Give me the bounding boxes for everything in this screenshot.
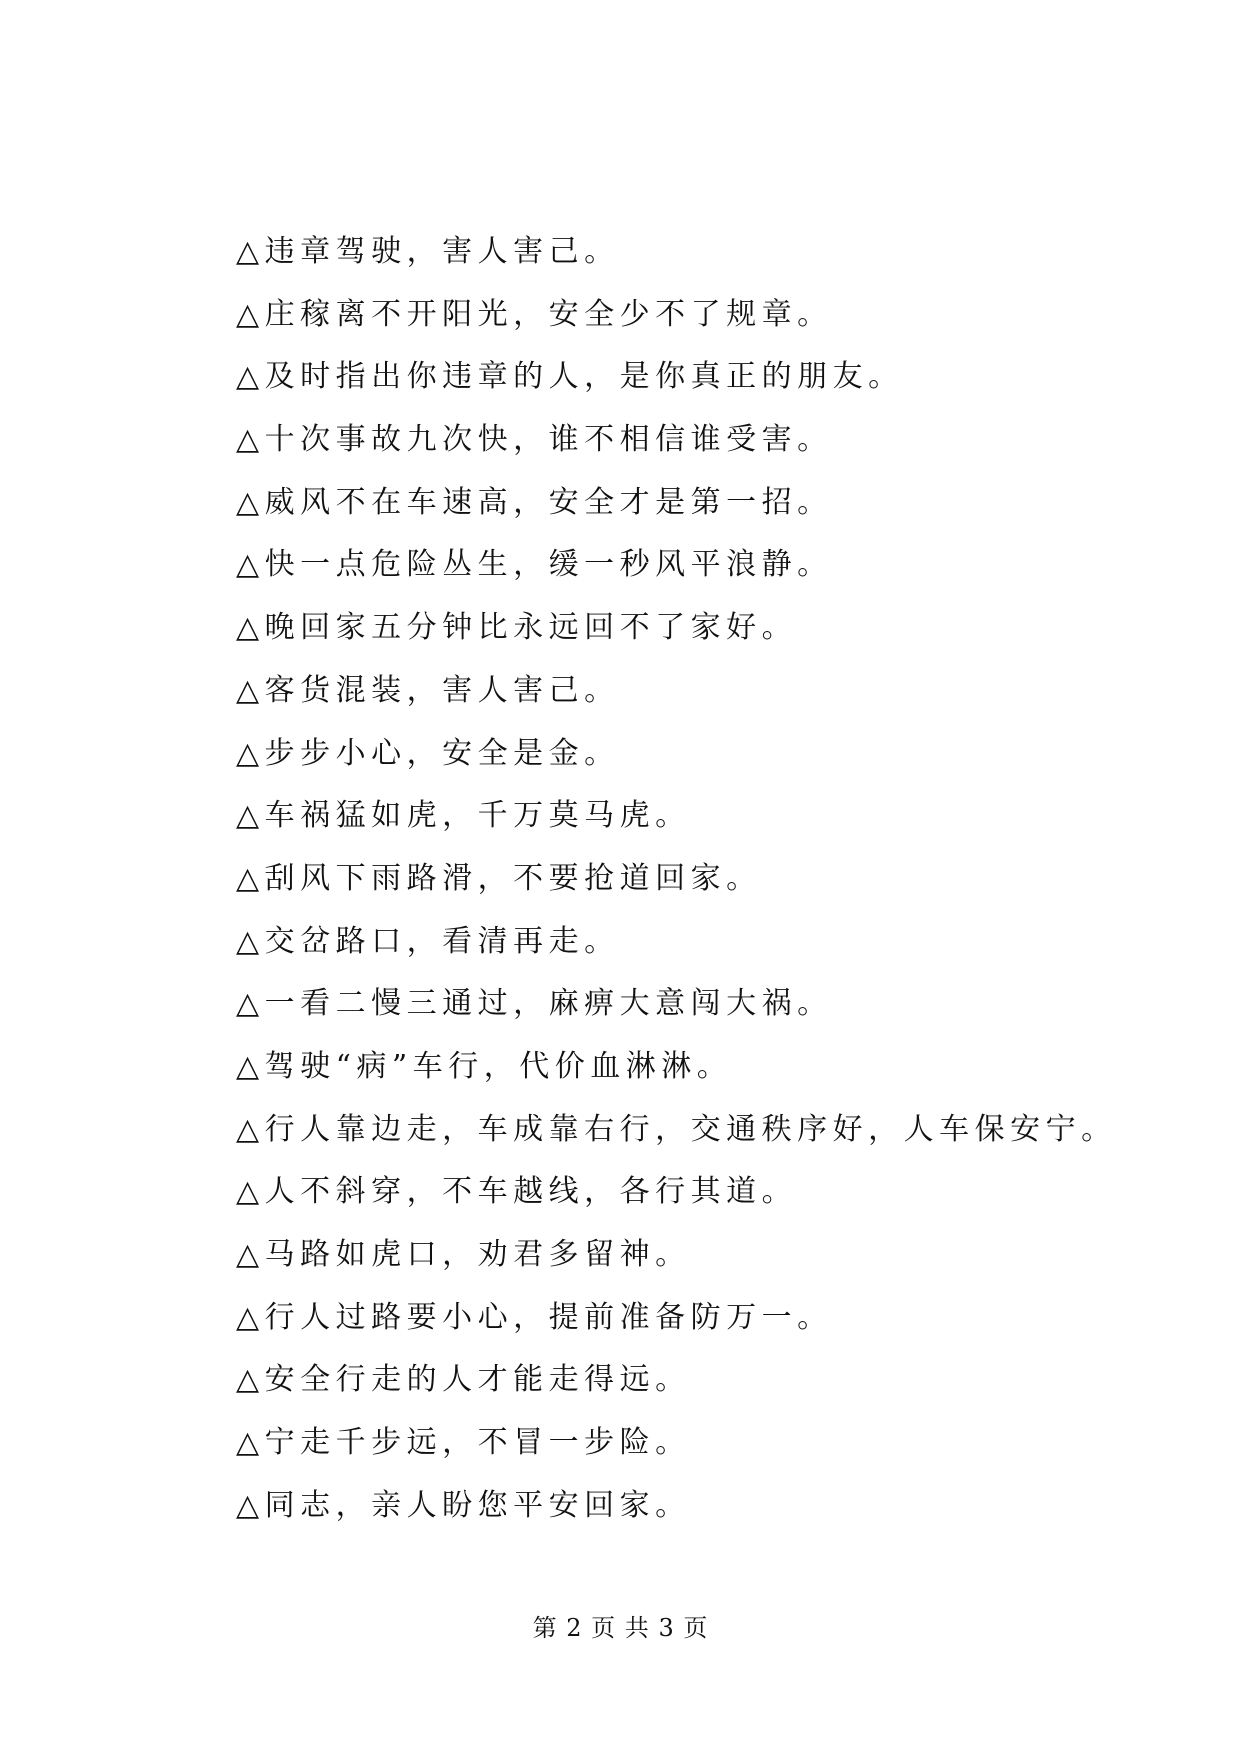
slogan-line: △晚回家五分钟比永远回不了家好。 (236, 610, 798, 646)
slogan-line: △车祸猛如虎，千万莫马虎。 (236, 798, 691, 834)
slogan-line: △步步小心，安全是金。 (236, 735, 620, 771)
slogan-line: △行人靠边走，车成靠右行，交通秩序好，人车保安宁。 (236, 1111, 1117, 1147)
slogan-line: △及时指出你违章的人，是你真正的朋友。 (236, 359, 904, 395)
slogan-line: △马路如虎口，劝君多留神。 (236, 1237, 691, 1272)
slogan-line: △客货混装，害人害己。 (236, 672, 620, 708)
slogan-line: △行人过路要小心，提前准备防万一。 (236, 1299, 833, 1335)
slogan-line: △驾驶“病”车行，代价血淋淋。 (236, 1048, 733, 1084)
page-number-footer: 第 2 页 共 3 页 (532, 1614, 709, 1642)
slogan-line: △宁走千步远，不冒一步险。 (236, 1425, 691, 1461)
slogan-line: △庄稼离不开阳光，安全少不了规章。 (236, 296, 833, 332)
slogan-line: △刮风下雨路滑，不要抢道回家。 (236, 860, 762, 896)
slogan-line: △十次事故九次快，谁不相信谁受害。 (236, 422, 833, 458)
slogan-line: △一看二慢三通过，麻痹大意闯大祸。 (236, 986, 833, 1022)
slogan-line: △人不斜穿，不车越线，各行其道。 (236, 1174, 798, 1210)
slogan-line: △违章驾驶，害人害己。 (236, 234, 620, 269)
slogan-line: △快一点危险丛生，缓一秒风平浪静。 (236, 547, 833, 583)
slogan-list (236, 232, 1136, 1548)
slogan-line: △交岔路口，看清再走。 (236, 923, 620, 959)
slogan-line: △威风不在车速高，安全才是第一招。 (236, 484, 833, 520)
slogan-line: △同志，亲人盼您平安回家。 (236, 1487, 691, 1523)
slogan-line: △安全行走的人才能走得远。 (236, 1362, 691, 1398)
